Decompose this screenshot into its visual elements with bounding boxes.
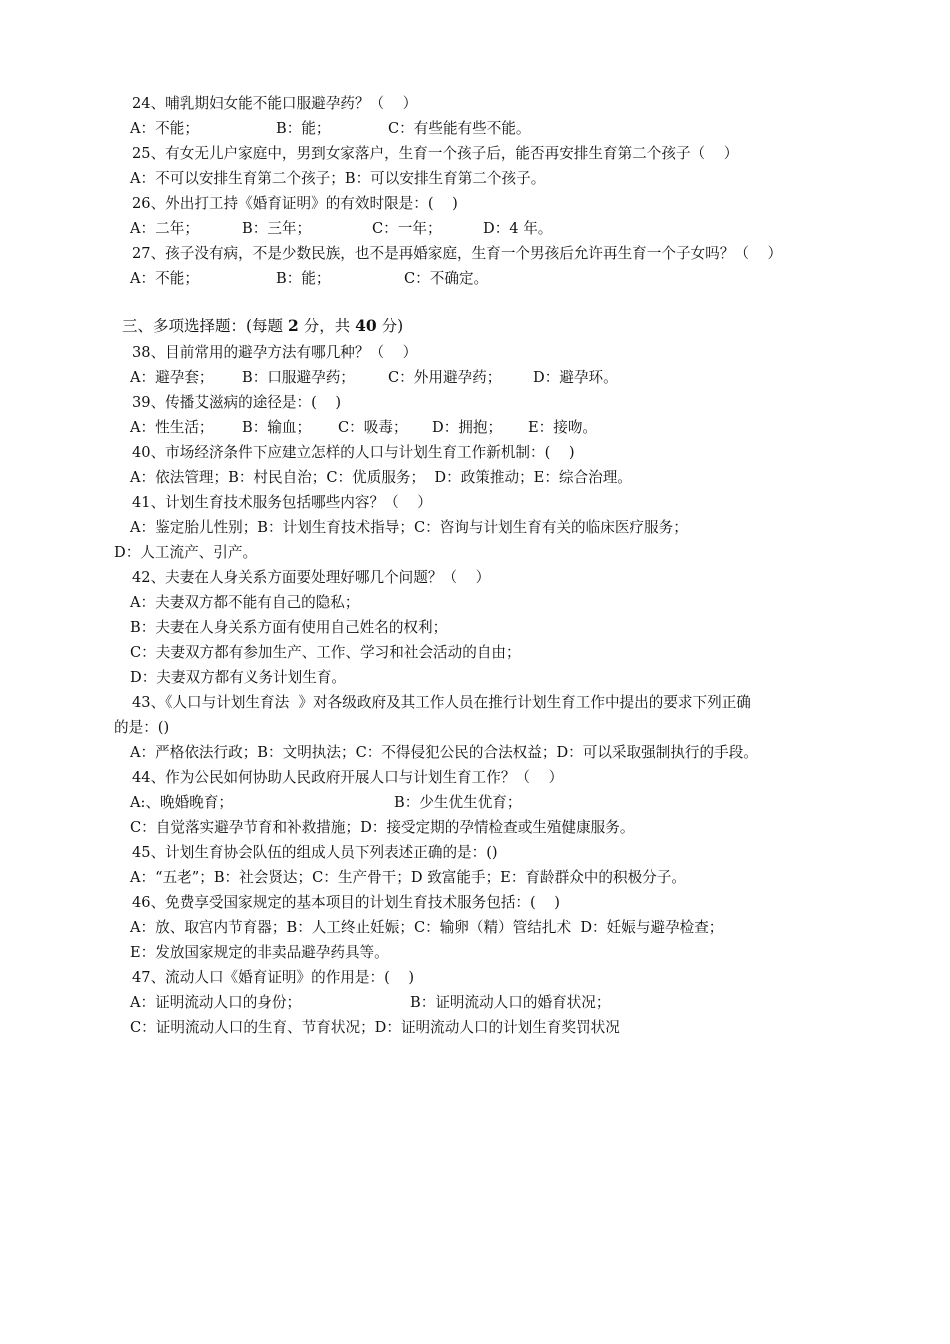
option-b: B：口服避孕药； [242, 369, 355, 386]
options-line-continued: D：人工流产、引产。 [114, 544, 258, 561]
question-47: 47、流动人口《婚育证明》的作用是：( ) [132, 969, 415, 986]
options-line: A：“五老”；B：社会贤达；C：生产骨干；D 致富能手；E：育龄群众中的积极分子。 [130, 869, 686, 886]
option-c: C：有些能有些不能。 [388, 120, 531, 137]
question-44: 44、作为公民如何协助人民政府开展人口与计划生育工作？（ ） [132, 769, 564, 786]
option-c: C：吸毒； [338, 419, 408, 436]
option-a: A：不能； [130, 270, 199, 287]
options-line: A：依法管理；B：村民自治；C：优质服务； D：政策推动；E：综合治理。 [130, 469, 632, 486]
option-c: C：一年； [372, 220, 442, 237]
question-45: 45、计划生育协会队伍的组成人员下列表述正确的是：() [132, 844, 498, 861]
question-38: 38、目前常用的避孕方法有哪几种？（ ） [132, 344, 418, 361]
question-26: 26、外出打工持《婚育证明》的有效时限是：( ) [132, 195, 458, 212]
option-c: C：外用避孕药； [388, 369, 502, 386]
option-a: A：避孕套； [130, 369, 214, 386]
option-b: B：三年； [242, 220, 312, 237]
question-46: 46、免费享受国家规定的基本项目的计划生育技术服务包括：( ) [132, 894, 560, 911]
options-line-continued: E：发放国家规定的非卖品避孕药具等。 [130, 944, 389, 961]
options-line: A：放、取宫内节育器；B：人工终止妊娠；C：输卵（精）管结扎术 D：妊娠与避孕检查； [130, 919, 724, 936]
section-heading: 三、多项选择题：(每题 2 分，共 40 分) [122, 316, 404, 335]
option-b: B：少生优生优育； [394, 794, 522, 811]
option-b: B：输血； [242, 419, 312, 436]
option-b: B：夫妻在人身关系方面有使用自己姓名的权利； [130, 619, 448, 636]
question-39: 39、传播艾滋病的途径是：( ) [132, 394, 342, 411]
option-a: A：不能； [130, 120, 199, 137]
option-c: C：夫妻双方都有参加生产、工作、学习和社会活动的自由； [130, 644, 521, 661]
question-43: 43、《人口与计划生育法 》对各级政府及其工作人员在推行计划生育工作中提出的要求下列正确 [132, 694, 751, 711]
option-d: D：夫妻双方都有义务计划生育。 [130, 669, 347, 686]
options-line: A：严格依法行政；B：文明执法；C：不得侵犯公民的合法权益；D：可以采取强制执行的手段。 [130, 744, 758, 761]
question-43-continued: 的是：() [114, 719, 170, 736]
options-line: A：鉴定胎儿性别；B：计划生育技术指导；C：咨询与计划生育有关的临床医疗服务； [130, 519, 688, 536]
question-42: 42、夫妻在人身关系方面要处理好哪几个问题？（ ） [132, 569, 491, 586]
option-a: A：性生活； [130, 419, 214, 436]
question-27: 27、孩子没有病，不是少数民族，也不是再婚家庭，生育一个男孩后允许再生育一个子女吗？（ ） [132, 245, 783, 262]
option-d: D：避孕环。 [533, 369, 618, 386]
option-a: A：夫妻双方都不能有自己的隐私； [130, 594, 360, 611]
question-40: 40、市场经济条件下应建立怎样的人口与计划生育工作新机制：( ) [132, 444, 575, 461]
option-a: A：二年； [130, 220, 199, 237]
option-a: A:、晚婚晚育； [130, 794, 234, 811]
option-d: D：拥抱； [432, 419, 503, 436]
question-25: 25、有女无儿户家庭中，男到女家落户，生育一个孩子后，能否再安排生育第二个孩子（ ） [132, 145, 739, 162]
options-line: C：证明流动人口的生育、节育状况；D：证明流动人口的计划生育奖罚状况 [130, 1019, 620, 1036]
option-b: B：证明流动人口的婚育状况； [410, 994, 611, 1011]
option-b: B：能； [276, 120, 331, 137]
option-d: D：4 年。 [483, 220, 553, 237]
option-c: C：不确定。 [404, 270, 489, 287]
options-line: C：自觉落实避孕节育和补救措施；D：接受定期的孕情检查或生殖健康服务。 [130, 819, 635, 836]
option-b: B：能； [276, 270, 331, 287]
option-a: A：证明流动人口的身份； [130, 994, 302, 1011]
option-e: E：接吻。 [528, 419, 598, 436]
question-24: 24、哺乳期妇女能不能口服避孕药？（ ） [132, 95, 418, 112]
question-41: 41、计划生育技术服务包括哪些内容？（ ） [132, 494, 432, 511]
options-line: A：不可以安排生育第二个孩子；B：可以安排生育第二个孩子。 [130, 170, 546, 187]
